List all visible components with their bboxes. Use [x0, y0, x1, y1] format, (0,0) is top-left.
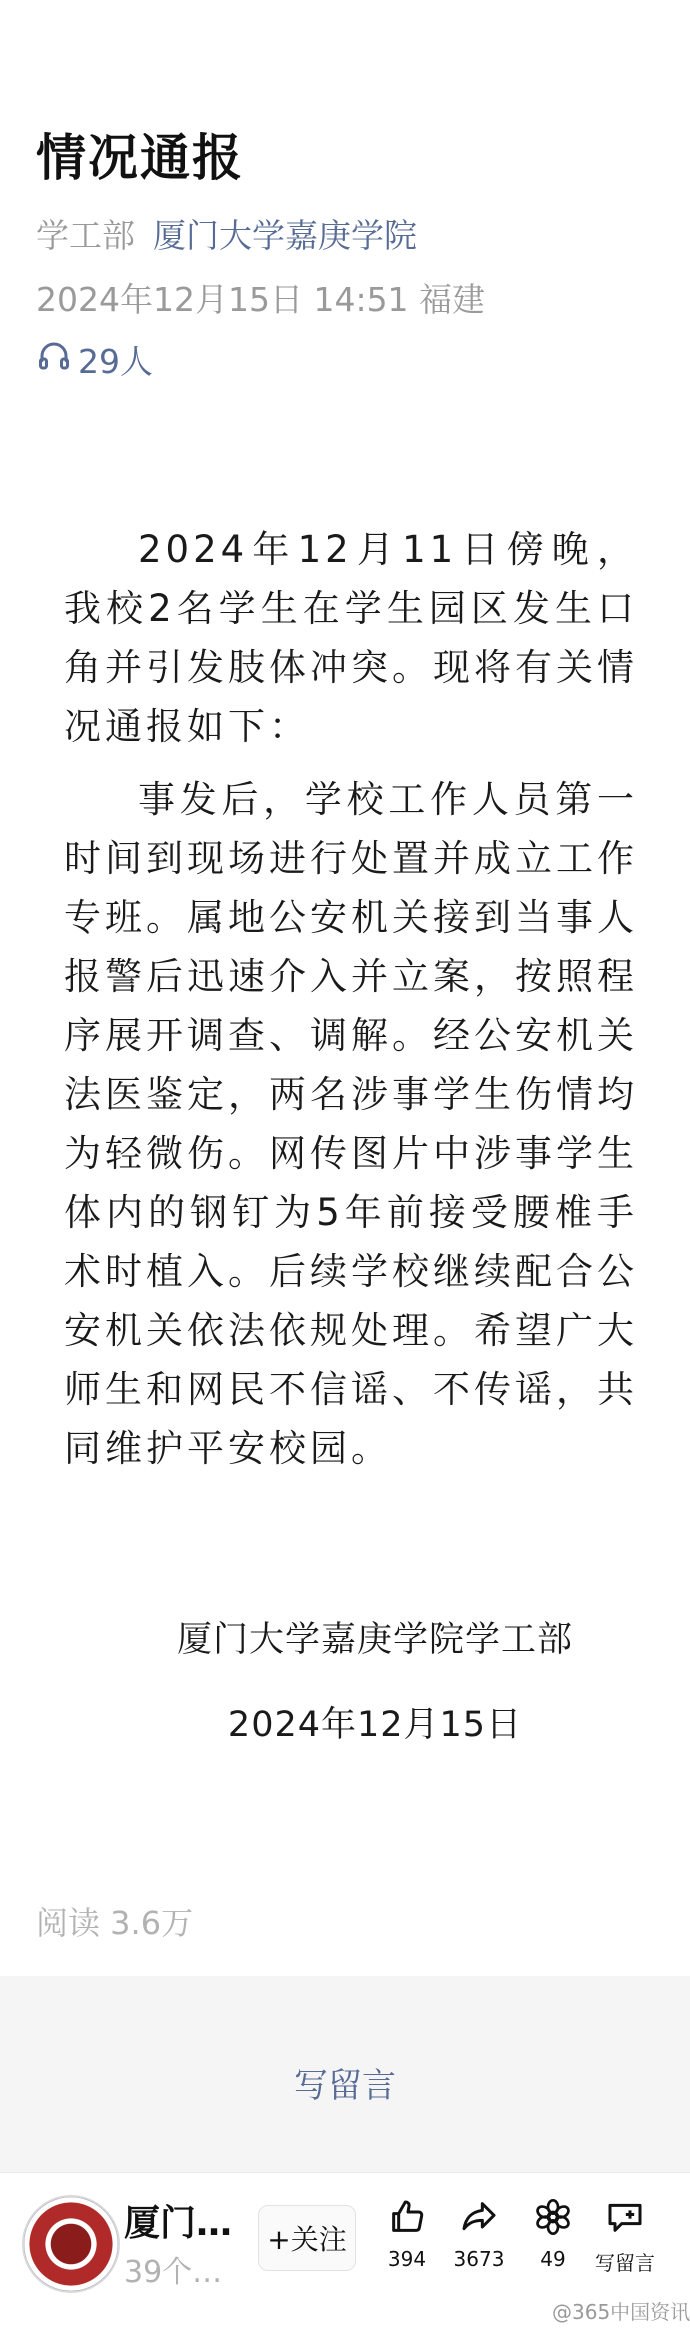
like-count: 394 [387, 2247, 427, 2271]
article-title: 情况通报 [36, 129, 244, 187]
favorite-button[interactable] [518, 2197, 588, 2271]
share-arrow-icon [444, 2197, 514, 2237]
follow-button[interactable]: +关注 [258, 2205, 356, 2271]
comment-edit-icon [590, 2197, 660, 2237]
account-subtitle: 39个… [124, 2255, 223, 2290]
share-button[interactable] [444, 2197, 514, 2271]
write-comment-link[interactable]: 写留言 [294, 2066, 396, 2106]
watermark: @365中国资讯 [552, 2300, 690, 2324]
article-paragraph: 2024年12月11日傍晚，我校2名学生在学生园区发生口角并引发肢体冲突。现将有关情况通报如下： [64, 528, 638, 748]
comment-button[interactable] [590, 2197, 660, 2276]
share-count: 3673 [453, 2247, 505, 2271]
signature-date: 2024年12月15日 [227, 1705, 523, 1745]
signature-org: 厦门大学嘉庚学院学工部 [176, 1620, 573, 1660]
publish-datetime: 2024年12月15日 14:51 福建 [36, 280, 486, 319]
comment-label: 写留言 [595, 2251, 655, 2275]
account-name[interactable]: 厦门… [124, 2203, 233, 2244]
headphones-icon [36, 338, 72, 382]
thumbs-up-icon [372, 2197, 442, 2237]
listen-button[interactable] [36, 336, 153, 383]
account-avatar[interactable] [22, 2195, 120, 2293]
article-paragraph: 事发后，学校工作人员第一时间到现场进行处置并成立工作专班。属地公安机关接到当事人报警后迅速介入并立案，按照程序展开调查、调解。经公安机关法医鉴定，两名涉事学生伤情均为轻微伤。网传图片中涉事学生体内的钢钉为5年前接受腰椎手术时植入。后续学校继续配合公安机关依法依规处理。希望广大师生和网民不信谣、不传谣，共同维护平安校园。 [64, 778, 638, 1470]
star-flower-icon [518, 2197, 588, 2237]
read-count: 阅读 3.6万 [36, 1904, 194, 1942]
article-meta-author [36, 210, 417, 257]
listener-count: 29人 [78, 342, 153, 381]
favorite-count: 49 [540, 2247, 566, 2271]
article-body [64, 520, 638, 1492]
account-link[interactable]: 厦门大学嘉庚学院 [153, 216, 417, 255]
author-label: 学工部 [36, 216, 135, 255]
like-button[interactable] [372, 2197, 442, 2271]
